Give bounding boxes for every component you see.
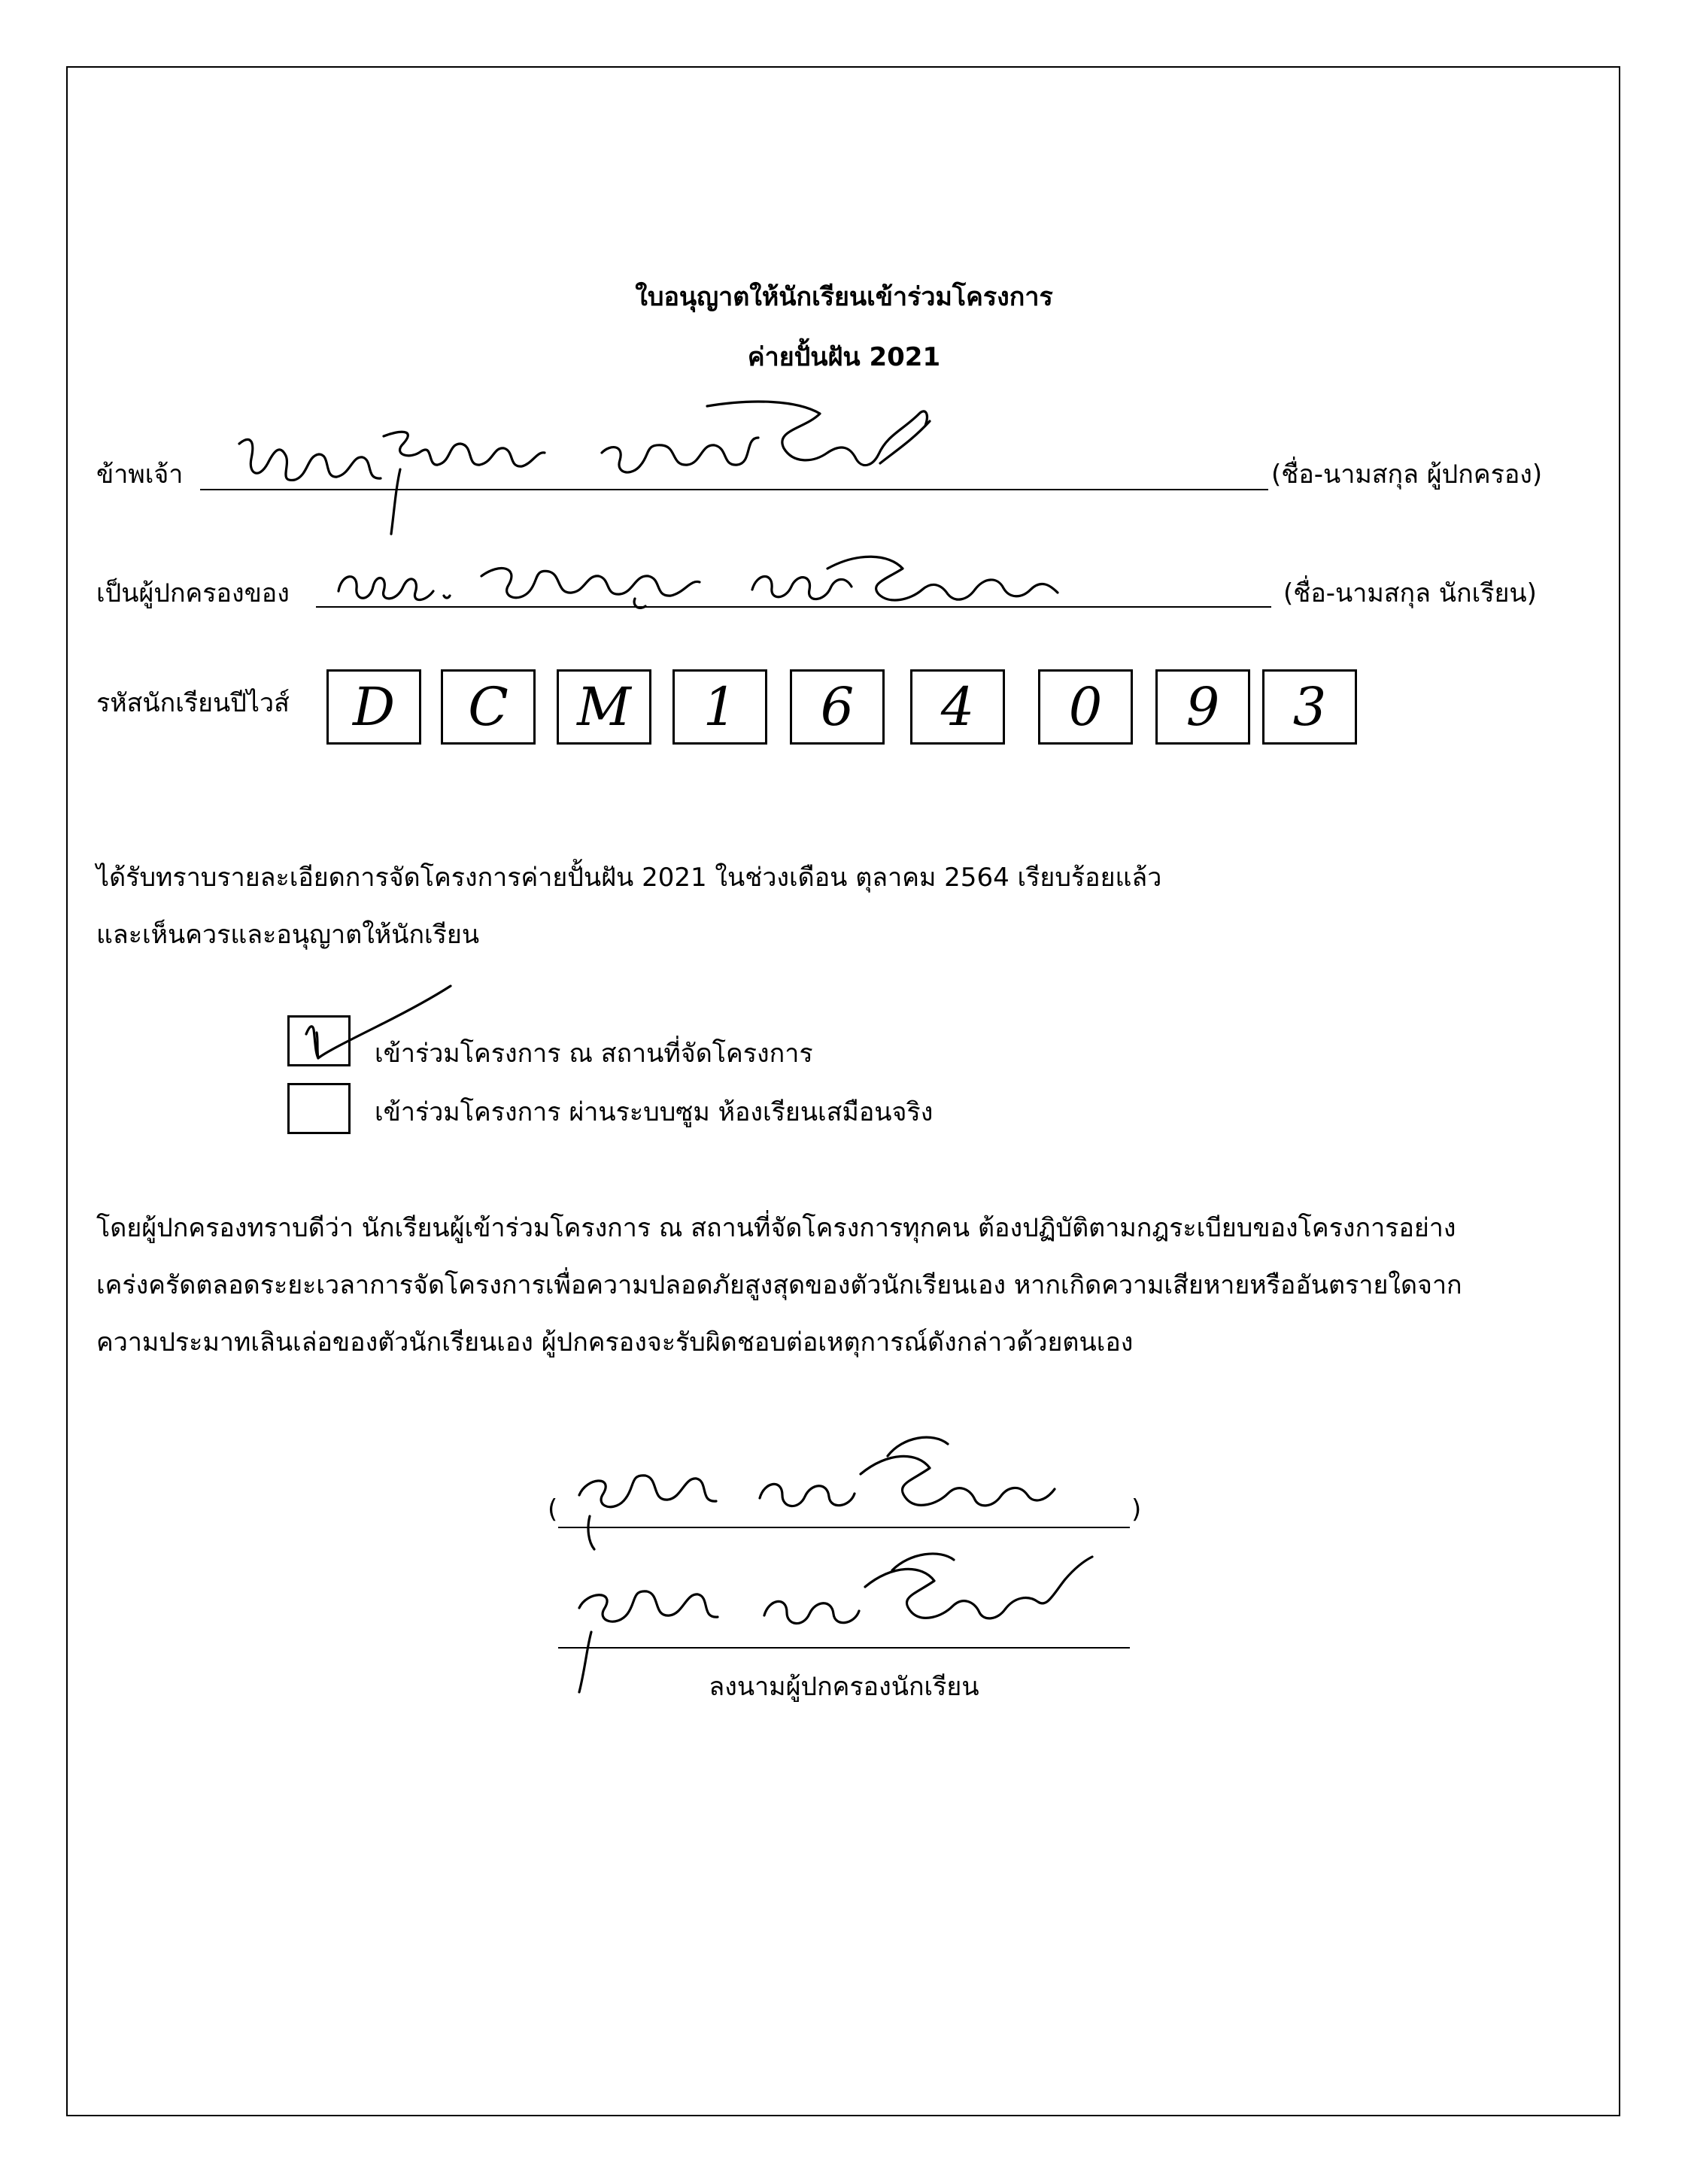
guardian-label: ข้าพเจ้า — [96, 460, 184, 490]
acknowledge-line-2: และเห็นควรและอนุญาตให้นักเรียน — [96, 920, 480, 950]
student-name-hint: (ชื่อ-นามสกุล นักเรียน) — [1283, 578, 1537, 608]
guardian-name-handwriting[interactable] — [226, 391, 948, 552]
student-id-char: 6 — [820, 676, 855, 738]
signature-paren-open: ( — [548, 1494, 558, 1524]
student-id-box-2[interactable] — [441, 669, 536, 745]
terms-line-1: โดยผู้ปกครองทราบดีว่า นักเรียนผู้เข้าร่วมโครงการ ณ สถานที่จัดโครงการทุกคน ต้องปฏิบัติตามกฎระเบียบของโครงการอย่าง — [96, 1213, 1456, 1243]
student-id-char: 4 — [940, 676, 975, 738]
student-label: เป็นผู้ปกครองของ — [96, 578, 290, 608]
student-id-box-4[interactable] — [672, 669, 767, 745]
student-id-box-1[interactable] — [326, 669, 421, 745]
student-id-box-6[interactable] — [910, 669, 1005, 745]
student-id-box-5[interactable] — [790, 669, 885, 745]
signature-caption: ลงนามผู้ปกครองนักเรียน — [709, 1672, 979, 1702]
student-id-box-3[interactable] — [557, 669, 651, 745]
student-id-char: 1 — [703, 676, 737, 738]
student-id-label: รหัสนักเรียนปีไวส์ — [96, 688, 290, 718]
student-id-box-9[interactable] — [1262, 669, 1357, 745]
student-id-char: D — [352, 676, 396, 738]
terms-line-3: ความประมาทเลินเล่อของตัวนักเรียนเอง ผู้ปกครองจะรับผิดชอบต่อเหตุการณ์ดังกล่าวด้วยตนเอง — [96, 1327, 1134, 1357]
option-zoom-label: เข้าร่วมโครงการ ผ่านระบบซูม ห้องเรียนเสมือนจริง — [375, 1097, 934, 1127]
option-onsite-label: เข้าร่วมโครงการ ณ สถานที่จัดโครงการ — [375, 1039, 813, 1069]
option-onsite-checkbox[interactable] — [287, 1015, 351, 1066]
student-id-char: 3 — [1292, 676, 1327, 738]
signature-paren-close: ) — [1131, 1494, 1142, 1524]
terms-line-2: เคร่งครัดตลอดระยะเวลาการจัดโครงการเพื่อความปลอดภัยสูงสุดของตัวนักเรียนเอง หากเกิดความเสียหายหรืออันตรายใดจาก — [96, 1270, 1462, 1300]
printed-name-handwriting[interactable] — [557, 1429, 1068, 1560]
guardian-name-hint: (ชื่อ-นามสกุล ผู้ปกครอง) — [1271, 460, 1543, 490]
document-title: ใบอนุญาตให้นักเรียนเข้าร่วมโครงการ — [635, 282, 1053, 312]
acknowledge-line-1: ได้รับทราบรายละเอียดการจัดโครงการค่ายปั้นฝัน 2021 ในช่วงเดือน ตุลาคม 2564 เรียบร้อยแล้ว — [96, 863, 1162, 893]
student-id-char: 0 — [1068, 676, 1103, 738]
student-name-handwriting[interactable] — [331, 546, 1128, 617]
student-id-char: C — [468, 676, 509, 738]
document-subtitle: ค่ายปั้นฝัน 2021 — [747, 342, 941, 372]
student-id-box-8[interactable] — [1155, 669, 1250, 745]
student-id-char: 9 — [1186, 676, 1220, 738]
student-id-char: M — [577, 676, 631, 738]
option-zoom-checkbox[interactable] — [287, 1083, 351, 1134]
student-id-box-7[interactable] — [1038, 669, 1133, 745]
